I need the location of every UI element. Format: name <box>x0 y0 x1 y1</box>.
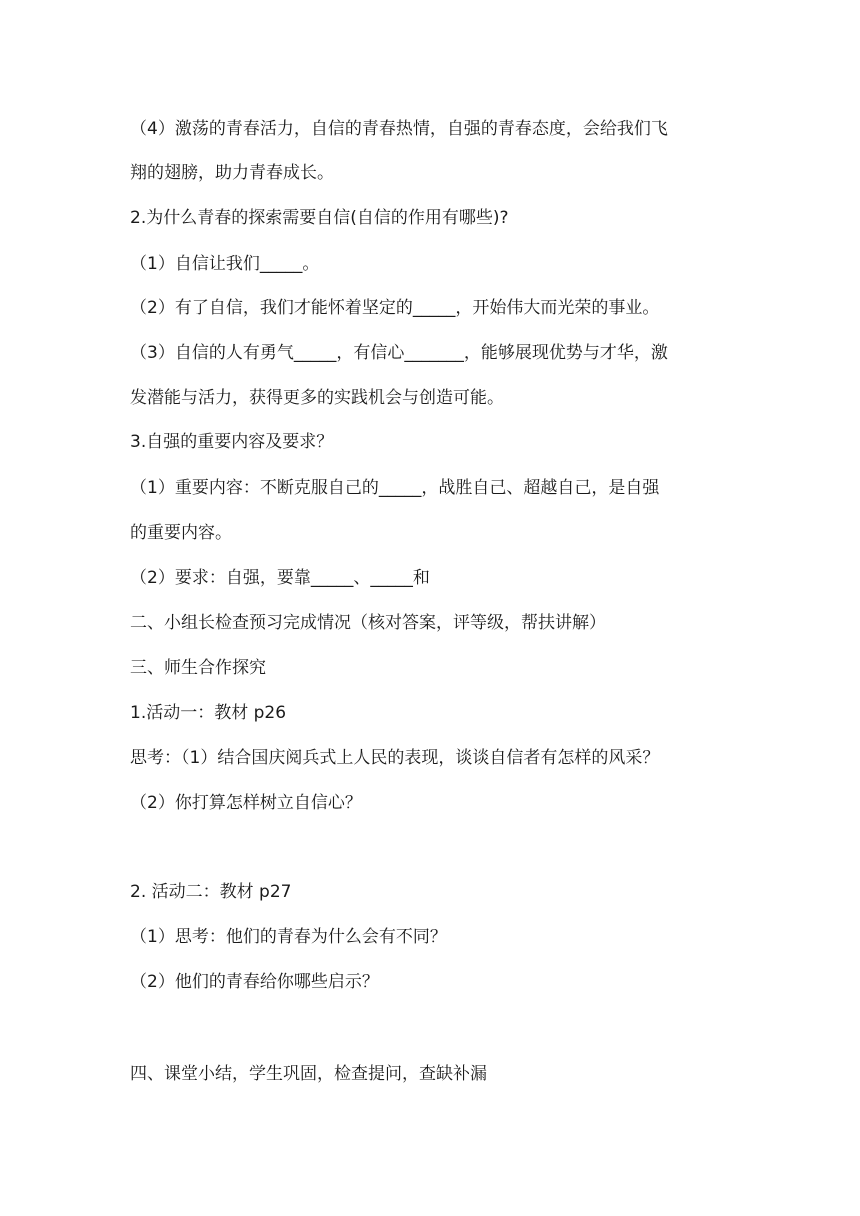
text-line: 3.自强的重要内容及要求？ <box>130 432 334 452</box>
text-line: 2.为什么青春的探索需要自信(自信的作用有哪些)? <box>130 208 509 228</box>
text-line: （1）重要内容：不断克服自己的_____，战胜自己、超越自己，是自强 <box>130 478 660 498</box>
text-line: （3）自信的人有勇气_____，有信心_______，能够展现优势与才华，激 <box>130 343 668 363</box>
text-line: （2）要求：自强，要靠_____、_____和 <box>130 568 430 588</box>
text-line: 四、课堂小结，学生巩固，检查提问，查缺补漏 <box>130 1064 487 1084</box>
text-line: （1）思考：他们的青春为什么会有不同？ <box>130 927 447 947</box>
text-line: （2）你打算怎样树立自信心？ <box>130 793 362 813</box>
text-line: （2）有了自信，我们才能怀着坚定的_____，开始伟大而光荣的事业。 <box>130 298 660 318</box>
text-line: 发潜能与活力，获得更多的实践机会与创造可能。 <box>130 388 504 408</box>
text-line: 二、小组长检查预习完成情况（核对答案，评等级，帮扶讲解） <box>130 613 606 633</box>
text-line: 思考：（1）结合国庆阅兵式上人民的表现，谈谈自信者有怎样的风采？ <box>130 748 660 768</box>
text-line: 翔的翅膀，助力青春成长。 <box>130 163 334 183</box>
text-line: 的重要内容。 <box>130 523 232 543</box>
text-line: （1）自信让我们_____。 <box>130 254 320 274</box>
text-line: （4）激荡的青春活力，自信的青春热情，自强的青春态度，会给我们飞 <box>130 119 668 139</box>
text-line: 1.活动一：教材 p26 <box>130 703 287 723</box>
text-line: 三、师生合作探究 <box>130 658 266 678</box>
text-line: （2）他们的青春给你哪些启示？ <box>130 972 379 992</box>
text-line: 2. 活动二：教材 p27 <box>130 882 292 902</box>
